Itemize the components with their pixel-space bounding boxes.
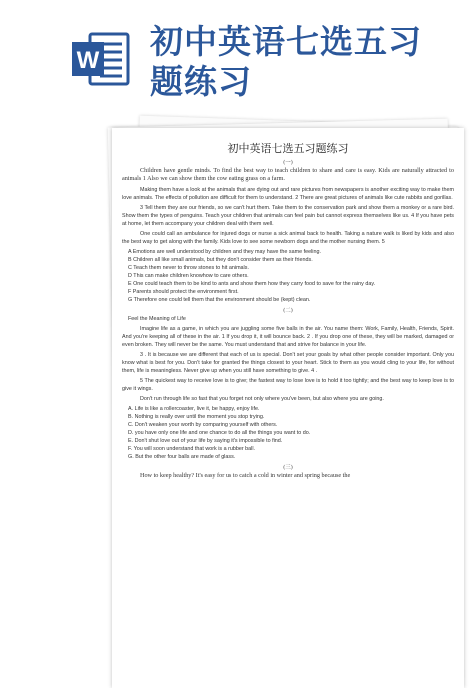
section-3-intro: How to keep healthy? It's easy for us to catch a cold in winter and spring because the: [140, 471, 351, 479]
option-item: C. Don't weaken your worth by comparing yourself with others.: [128, 421, 278, 428]
option-item: F Parents should protect the environment first.: [128, 288, 239, 295]
option-item: D This can make children knowhow to care others.: [128, 272, 249, 279]
option-item: G Therefore one could tell them that the environment should be (kept) clean.: [128, 296, 311, 303]
section-1-paragraph: Making them have a look at the animals that are dying out and rare pictures from newspapers is another exciting way to make them love animals. The effects of pollution are difficult for them to understand. 2 There are great pictures of animals like cute rabbits and gorillas.: [122, 186, 454, 201]
section-1-paragraph: One could call an ambulance for injured dogs or nurse a sick animal back to health. Taking a nature walk is liked by kids and also the best way to get along with the family. Kids love to see some newborn dogs and the mother nursing them. 5: [122, 230, 454, 245]
option-item: A. Life is like a rollercoaster, live it, be happy, enjoy life.: [128, 405, 260, 412]
word-document-icon: [70, 28, 132, 90]
section-3-marker: (三): [283, 464, 293, 471]
document-page: [112, 128, 464, 688]
section-2-paragraph: 5 The quickest way to receive love is to give; the fastest way to lose love is to hold it too tightly; and the best way to keep love is to give it wings.: [122, 377, 454, 392]
section-2-paragraph: 3 . It is because we are different that each of us is special. Don't set your goals by what other people consider important. Only you know what is best for you. Don't take for granted the things closest to your heart. Stick to them as you would cling to your life, for without them, life is meaningless. Never give up when you still have something to give. 4 .: [122, 351, 454, 374]
section-2-heading: Feel the Meaning of Life: [128, 315, 186, 322]
document-body: [122, 142, 454, 482]
banner-title: [150, 22, 450, 102]
section-1-paragraph: 3 Tell them they are our friends, so we can't hurt them. Take them to the conservation park and show them a monkey or a rare bird. Show them the types of penguins. Teach your children that animals can feel pain but cannot express themselves like us. 4 If you have pets at home, let them accompany your children deal with them well.: [122, 204, 454, 227]
option-item: D. you have only one life and one chance to do all the things you want to do.: [128, 429, 311, 436]
option-item: C Teach them never to throw stones to hit animals.: [128, 264, 249, 271]
option-item: G. But the other four balls are made of glass.: [128, 453, 236, 460]
option-item: B. Nothing is really over until the moment you stop trying.: [128, 413, 265, 420]
section-2-marker: (二): [283, 307, 293, 314]
option-item: A Emotions are well understood by children and they may have the same feeling.: [128, 248, 321, 255]
option-item: F. You will soon understand that work is a rubber ball.: [128, 445, 256, 452]
section-2-options: [122, 405, 454, 461]
option-item: E. Don't shut love out of your life by saying it's impossible to find.: [128, 437, 283, 444]
option-item: E One could teach them to be kind to ants and show them how they carry food to save for the rainy day.: [128, 280, 376, 287]
option-item: B Children all like small animals, but they don't consider them as their friends.: [128, 256, 313, 263]
section-2-paragraph: Don't run through life so fast that you forget not only where you've been, but also where you are going.: [140, 395, 384, 402]
word-icon-letter: W: [76, 47, 100, 74]
document-title: 初中英语七选五习题练习: [227, 142, 349, 155]
banner-title-line-1: 初中英语七选五习: [150, 22, 422, 61]
banner: [0, 0, 474, 112]
section-1-intro: Children have gentle minds. To find the best way to teach children to share and care is easy. Kids are naturally attracted to animals 1 Also we can show them the cow eating grass on a farm.: [122, 167, 454, 183]
banner-title-line-2: 题练习: [150, 62, 252, 101]
section-1-marker: (一): [283, 160, 293, 166]
section-1-options: [122, 248, 454, 304]
section-2-paragraph: Imagine life as a game, in which you are juggling some five balls in the air. You name them: Work, Family, Health, Friends, Spirit. And you're keeping all of these in the air. 1 If you drop it, it will bounce back. 2 . If you drop one of these, they will be marked, damaged or even broken. They will never be the same. You must understand that and strive for balance in your life.: [122, 325, 454, 348]
